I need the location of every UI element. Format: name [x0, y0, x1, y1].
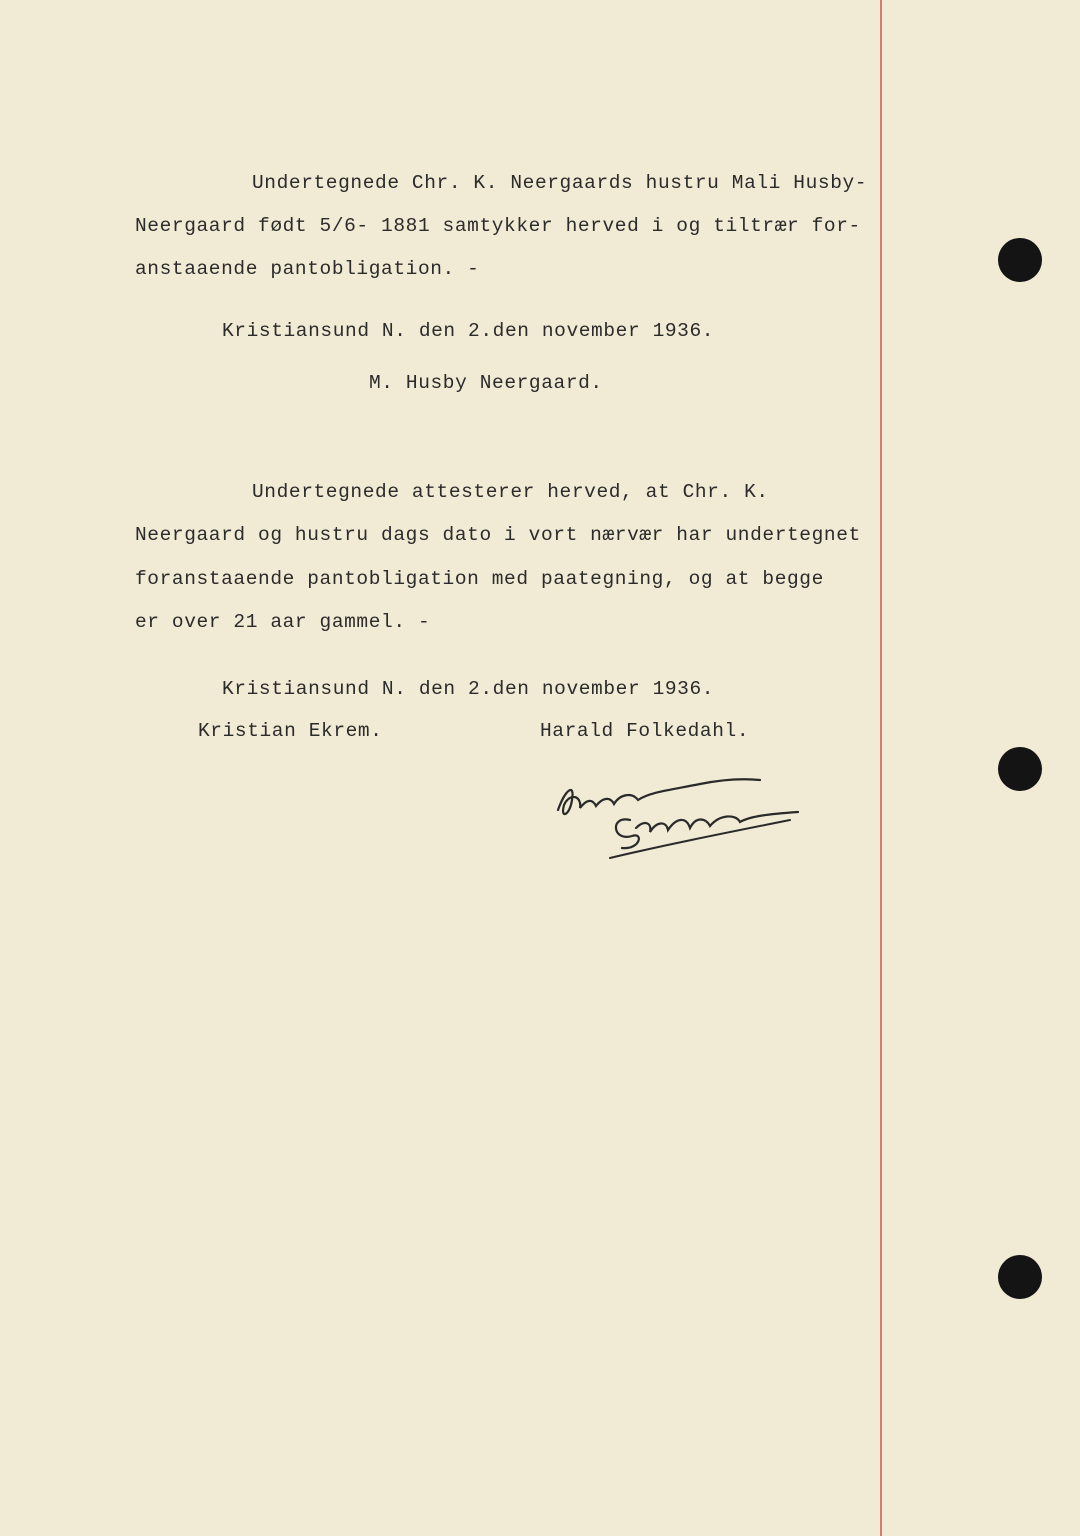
- witness-name-left: Kristian Ekrem.: [198, 720, 383, 742]
- punch-hole: [998, 1255, 1042, 1299]
- witness-name-right: Harald Folkedahl.: [540, 720, 750, 742]
- red-margin-line: [880, 0, 882, 1536]
- handwritten-signature: [540, 770, 810, 865]
- paragraph2-line: Neergaard og hustru dags dato i vort nærvær har undertegnet: [135, 524, 861, 546]
- paragraph2-line: foranstaaende pantobligation med paategning, og at begge: [135, 568, 824, 590]
- paragraph1-line: Undertegnede Chr. K. Neergaards hustru Mali Husby-: [252, 172, 868, 194]
- signer-name: M. Husby Neergaard.: [369, 372, 603, 394]
- punch-hole: [998, 238, 1042, 282]
- paragraph2-line: er over 21 aar gammel. -: [135, 611, 431, 633]
- paragraph1-line: Neergaard født 5/6- 1881 samtykker herved i og tiltrær for-: [135, 215, 861, 237]
- date-line: Kristiansund N. den 2.den november 1936.: [222, 320, 715, 342]
- paragraph1-line: anstaaende pantobligation. -: [135, 258, 480, 280]
- paragraph2-line: Undertegnede attesterer herved, at Chr. K.: [252, 481, 769, 503]
- date-line: Kristiansund N. den 2.den november 1936.: [222, 678, 715, 700]
- punch-hole: [998, 747, 1042, 791]
